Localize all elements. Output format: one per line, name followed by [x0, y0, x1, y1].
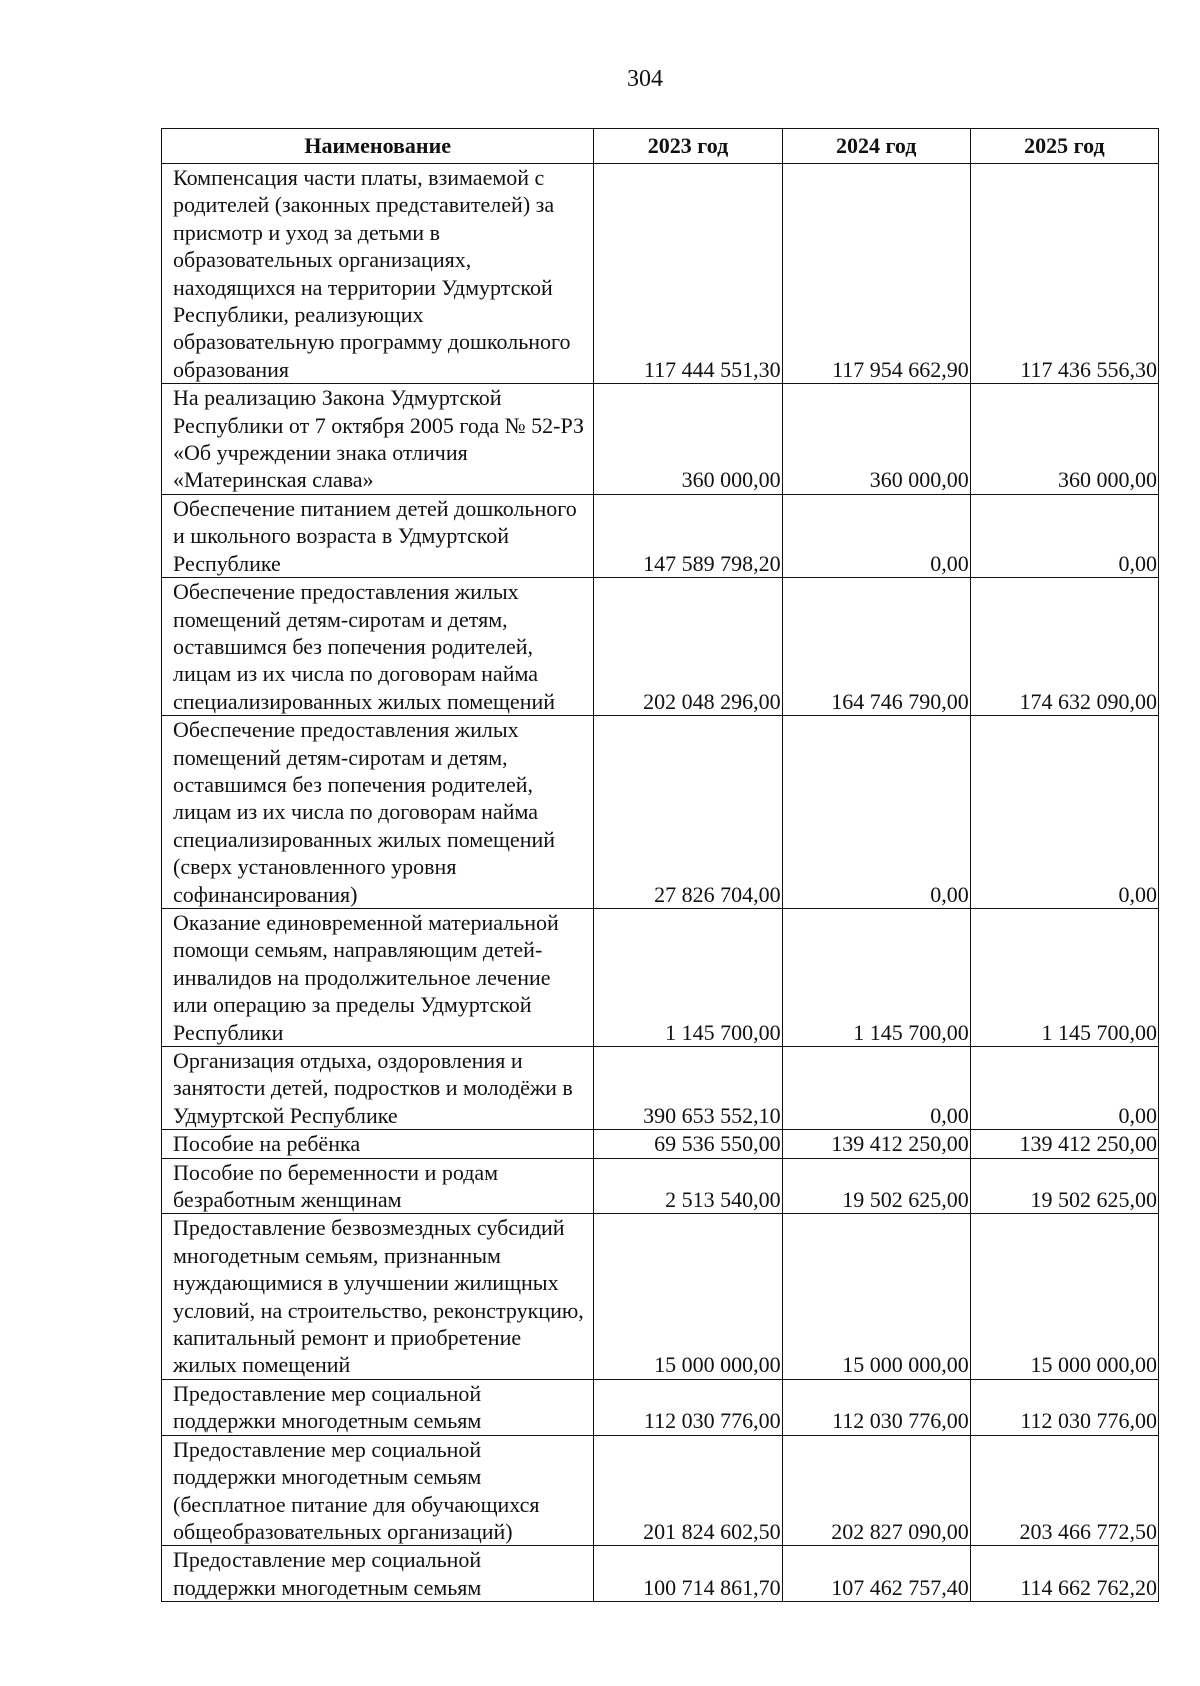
- value-2024: 0,00: [782, 494, 970, 577]
- value-2025: 114 662 762,20: [970, 1546, 1158, 1602]
- row-name: Компенсация части платы, взимаемой с родителей (законных представителей) за присмотр и уход за детьми в образовательных организациях, находящихся на территории Удмуртской Республики, реализующих образовательную программу дошкольного образования: [162, 164, 594, 384]
- row-name: Обеспечение предоставления жилых помещений детям-сиротам и детям, оставшимся без попечения родителей, лицам из их числа по договорам найма специализированных жилых помещений: [162, 578, 594, 716]
- value-2024: 107 462 757,40: [782, 1546, 970, 1602]
- table-row: [162, 716, 1159, 909]
- value-2025: 0,00: [970, 716, 1158, 909]
- table-row: [162, 494, 1159, 577]
- table-header-row: [162, 129, 1159, 164]
- value-2023: 69 536 550,00: [594, 1130, 782, 1158]
- value-2024: 202 827 090,00: [782, 1435, 970, 1546]
- value-2025: 360 000,00: [970, 384, 1158, 495]
- page-number: 304: [627, 66, 663, 92]
- value-2025: 174 632 090,00: [970, 578, 1158, 716]
- value-2023: 390 653 552,10: [594, 1047, 782, 1130]
- table-row: [162, 1379, 1159, 1435]
- row-name: Предоставление безвозмездных субсидий многодетным семьям, признанным нуждающимися в улучшении жилищных условий, на строительство, реконструкцию, капитальный ремонт и приобретение жилых помещений: [162, 1214, 594, 1379]
- row-name: Пособие по беременности и родам безработным женщинам: [162, 1158, 594, 1214]
- value-2024: 19 502 625,00: [782, 1158, 970, 1214]
- value-2024: 112 030 776,00: [782, 1379, 970, 1435]
- value-2024: 164 746 790,00: [782, 578, 970, 716]
- value-2024: 1 145 700,00: [782, 908, 970, 1046]
- value-2024: 15 000 000,00: [782, 1214, 970, 1379]
- value-2024: 117 954 662,90: [782, 164, 970, 384]
- budget-table: [161, 128, 1159, 1602]
- table-row: [162, 164, 1159, 384]
- row-name: Оказание единовременной материальной помощи семьям, направляющим детей-инвалидов на продолжительное лечение или операцию за пределы Удмуртской Республики: [162, 908, 594, 1046]
- value-2025: 139 412 250,00: [970, 1130, 1158, 1158]
- row-name: Предоставление мер социальной поддержки многодетным семьям: [162, 1379, 594, 1435]
- value-2023: 147 589 798,20: [594, 494, 782, 577]
- value-2024: 360 000,00: [782, 384, 970, 495]
- table-row: [162, 1158, 1159, 1214]
- row-name: Предоставление мер социальной поддержки многодетным семьям: [162, 1546, 594, 1602]
- value-2025: 117 436 556,30: [970, 164, 1158, 384]
- header-2025: 2025 год: [970, 129, 1158, 164]
- value-2023: 201 824 602,50: [594, 1435, 782, 1546]
- value-2023: 117 444 551,30: [594, 164, 782, 384]
- value-2025: 1 145 700,00: [970, 908, 1158, 1046]
- value-2023: 100 714 861,70: [594, 1546, 782, 1602]
- value-2024: 0,00: [782, 1047, 970, 1130]
- value-2023: 27 826 704,00: [594, 716, 782, 909]
- row-name: На реализацию Закона Удмуртской Республики от 7 октября 2005 года № 52-РЗ «Об учреждении знака отличия «Материнская слава»: [162, 384, 594, 495]
- value-2023: 2 513 540,00: [594, 1158, 782, 1214]
- table-row: [162, 384, 1159, 495]
- value-2023: 360 000,00: [594, 384, 782, 495]
- value-2025: 0,00: [970, 1047, 1158, 1130]
- table-row: [162, 1546, 1159, 1602]
- table-row: [162, 1214, 1159, 1379]
- header-2023: 2023 год: [594, 129, 782, 164]
- header-name: Наименование: [162, 129, 594, 164]
- row-name: Пособие на ребёнка: [162, 1130, 594, 1158]
- value-2024: 139 412 250,00: [782, 1130, 970, 1158]
- value-2025: 15 000 000,00: [970, 1214, 1158, 1379]
- value-2023: 15 000 000,00: [594, 1214, 782, 1379]
- row-name: Обеспечение предоставления жилых помещений детям-сиротам и детям, оставшимся без попечения родителей, лицам из их числа по договорам найма специализированных жилых помещений (сверх установленного уровня софинансирования): [162, 716, 594, 909]
- value-2025: 0,00: [970, 494, 1158, 577]
- value-2024: 0,00: [782, 716, 970, 909]
- table-row: [162, 578, 1159, 716]
- value-2025: 203 466 772,50: [970, 1435, 1158, 1546]
- table-row: [162, 1047, 1159, 1130]
- row-name: Организация отдыха, оздоровления и занятости детей, подростков и молодёжи в Удмуртской Республике: [162, 1047, 594, 1130]
- header-2024: 2024 год: [782, 129, 970, 164]
- table-row: [162, 1130, 1159, 1158]
- value-2023: 202 048 296,00: [594, 578, 782, 716]
- table-row: [162, 908, 1159, 1046]
- value-2025: 112 030 776,00: [970, 1379, 1158, 1435]
- row-name: Предоставление мер социальной поддержки многодетным семьям (бесплатное питание для обучающихся общеобразовательных организаций): [162, 1435, 594, 1546]
- value-2023: 1 145 700,00: [594, 908, 782, 1046]
- table-row: [162, 1435, 1159, 1546]
- value-2025: 19 502 625,00: [970, 1158, 1158, 1214]
- value-2023: 112 030 776,00: [594, 1379, 782, 1435]
- row-name: Обеспечение питанием детей дошкольного и школьного возраста в Удмуртской Республике: [162, 494, 594, 577]
